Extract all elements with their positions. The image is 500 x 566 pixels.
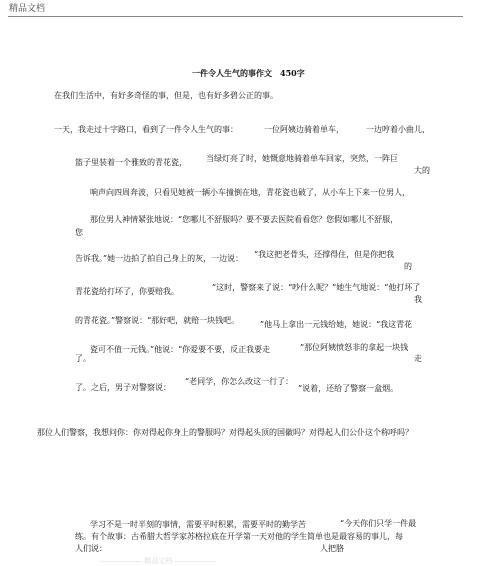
paragraph-line: 我 — [414, 295, 422, 304]
header-divider — [8, 16, 463, 17]
paragraph-line: 当绿灯亮了时，她慨意地骑着单车回家，突然，一阵巨 — [206, 154, 398, 163]
paragraph-line: 人把胳 — [320, 544, 344, 553]
paragraph-line: 青花瓷给打坏了，你要赔我。 — [75, 287, 179, 296]
paragraph-line: ”那位阿姨愤怒非的拿起一块钱 — [300, 343, 409, 352]
paragraph-line: ”他马上拿出一元钱给她，她说：“我这青花 — [260, 320, 413, 329]
paragraph-line: 在我们生活中，有好多奇怪的事，但是，也有好多碧公正的事。 — [54, 91, 278, 100]
paragraph-line: 那位男人神情紧张地说：“您哪儿不舒服吗？要不要去医院看看您？您假如哪儿不舒服， — [90, 215, 399, 224]
paragraph-line: 一天，我走过十字路口，看到了一件令人生气的事： — [54, 125, 238, 134]
paragraph-line: 大的 — [414, 166, 430, 175]
paragraph-line: ”这时，警察来了说：“吵什么呢？”她生气地说：“他打坏了 — [212, 283, 421, 292]
paragraph-line: 练。有个故事：古希腊大哲学家苏格拉底在开学第一天对他的学生简单也是最容易的事儿，每 — [75, 532, 403, 541]
header-label: 精品文档 — [9, 4, 46, 14]
paragraph-line: 学习不是一时半刻的事情，需要平时积累，需要平时的勤学苦 — [90, 520, 306, 529]
paragraph-line: 的青花瓷。”警察说：“那好吧，就赔一块钱吧。 — [75, 316, 240, 325]
paragraph-line: 了。之后，男子对警察说： — [75, 383, 171, 392]
paragraph-line: ”说着，还给了警察一盒烟。 — [298, 384, 399, 393]
footer-watermark: —————— 精品文档 —————— — [100, 557, 217, 565]
paragraph-line: 瓷可不值一元钱。”他说：“你爱要不要，反正我要走 — [90, 345, 271, 354]
paragraph-line: 那位人们警察，我想问你：你对得起你身上的警服吗？对得起头顶的国徽吗？对得起人们公仆这个称呼吗？ — [37, 428, 413, 437]
paragraph-line: “我这把老骨头，还撑得住，但是你把我 — [254, 250, 395, 259]
paragraph-line: 告诉我。”她一边拍了拍自己身上的灰，一边说： — [75, 254, 244, 263]
paragraph-line: 您 — [75, 228, 83, 237]
paragraph-line: 的 — [404, 262, 412, 271]
paragraph-line: 一位阿姨边骑着单车， — [264, 125, 344, 134]
paragraph-line: “老同学，你怎么改这一行了： — [185, 377, 294, 386]
paragraph-line: 响声向四周奔波，只看见她被一辆小车撞倒在地，青花瓷也破了，从小车上下来一位男人， — [90, 188, 410, 197]
page-title: 一件令人生气的事作文 450字 — [192, 68, 305, 78]
paragraph-line: 人们说： — [75, 544, 107, 553]
paragraph-line: 篮子里装着一个雅致的青花瓷， — [75, 158, 187, 167]
paragraph-line: 走 — [414, 354, 422, 363]
paragraph-line: “今天你们只学一件最 — [340, 519, 417, 528]
paragraph-line: 一边哼着小曲儿， — [366, 125, 430, 134]
paragraph-line: 了。 — [75, 354, 91, 363]
